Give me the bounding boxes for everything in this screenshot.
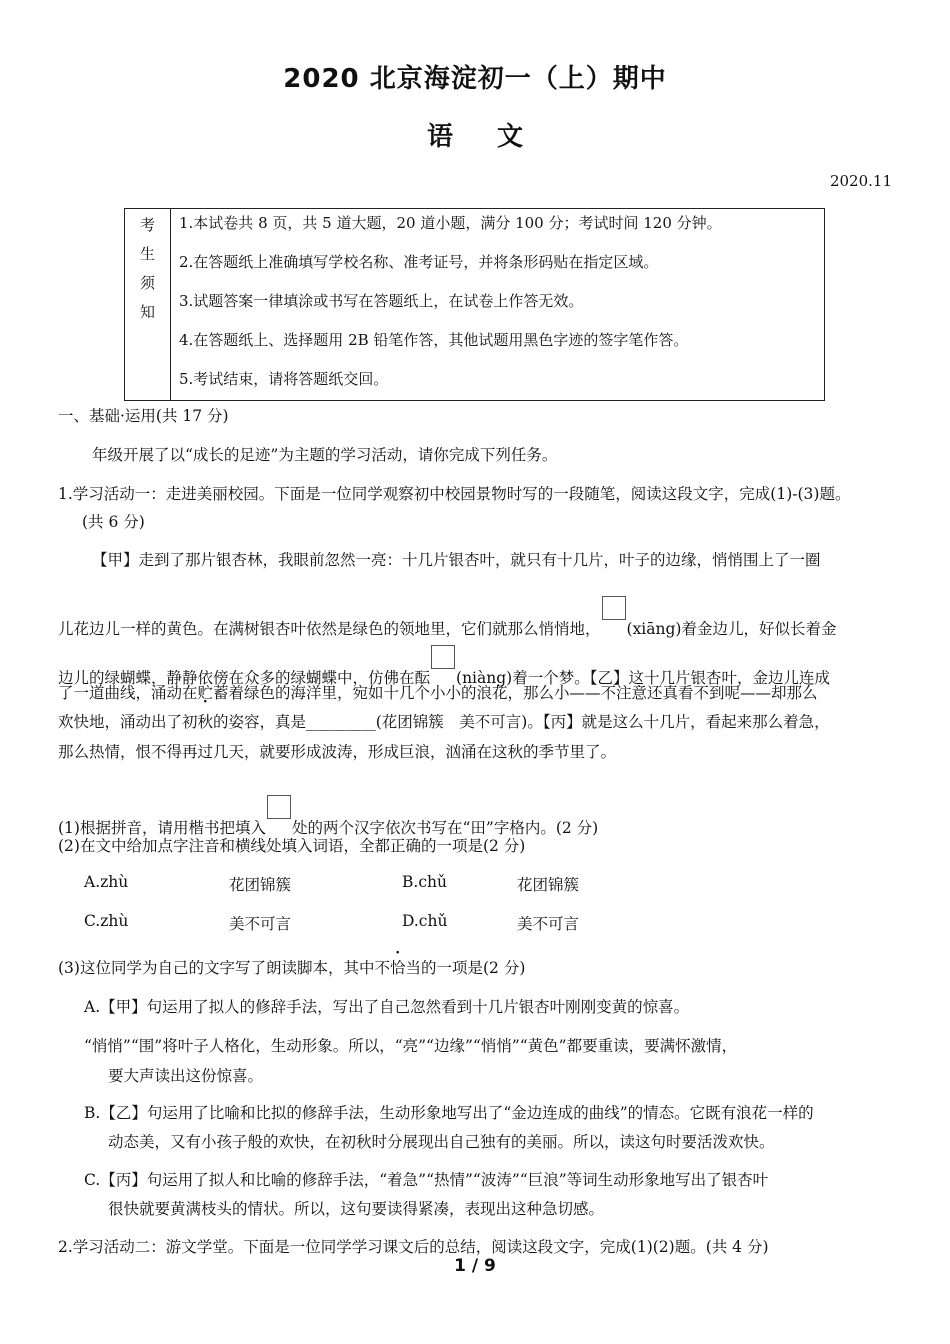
passage-text: (xiāng)着金边儿，好似长着金 bbox=[626, 620, 837, 638]
option-key: A.zhù bbox=[84, 873, 129, 891]
section-heading: 一、基础·运用(共 17 分) bbox=[58, 407, 229, 425]
choice-a: A.【甲】句运用了拟人的修辞手法，写出了自己忽然看到十几片银杏叶刚刚变黄的惊喜。 bbox=[84, 998, 690, 1016]
exam-title: 2020 北京海淀初一（上）期中 bbox=[283, 64, 667, 94]
blank-box bbox=[602, 596, 626, 620]
choice-b-cont: 动态美，又有小孩子般的欢快，在初秋时分展现出自己独有的美丽。所以，读这句时要活泼欢快。 bbox=[108, 1133, 775, 1151]
option-key: B.chǔ bbox=[402, 873, 447, 891]
question-1-points: (共 6 分) bbox=[82, 513, 145, 531]
section-intro: 年级开展了以“成长的足迹”为主题的学习活动，请你完成下列任务。 bbox=[92, 446, 558, 464]
choice-c-cont: 很快就要黄满枝头的情状。所以，这句要读得紧凑，表现出这种急切感。 bbox=[108, 1200, 605, 1218]
emphasis-text: 不恰当 bbox=[374, 959, 421, 977]
choice-c: C.【丙】句运用了拟人和比喻的修辞手法，“着急”“热情”“波涛”“巨浪”等词生动形象地写出了银杏叶 bbox=[84, 1171, 769, 1189]
blank-box bbox=[267, 795, 291, 819]
notice-label bbox=[125, 209, 171, 400]
option-key: D.chǔ bbox=[402, 912, 448, 930]
notice-label-char: 须 bbox=[139, 274, 155, 292]
option-key: C.zhù bbox=[84, 912, 129, 930]
passage-line bbox=[58, 681, 818, 703]
passage-text: 了一道曲线，涌动在 bbox=[58, 684, 198, 702]
choice-a-cont: 要大声读出这份惊喜。 bbox=[108, 1067, 264, 1085]
blank-box bbox=[431, 645, 455, 669]
choice-b: B.【乙】句运用了比喻和比拟的修辞手法，生动形象地写出了“金边连成的曲线”的情态。它既有浪花一样的 bbox=[84, 1104, 814, 1122]
notice-item: 3.试题答案一律填涂或书写在答题纸上，在试卷上作答无效。 bbox=[179, 292, 584, 310]
sub-question-text: (3)这位同学为自己的文字写了朗读脚本，其中 bbox=[58, 959, 375, 977]
passage-line: 【甲】走到了那片银杏林，我眼前忽然一亮：十几片银杏叶，就只有十几片，叶子的边缘，悄悄围上了一圈 bbox=[92, 551, 821, 569]
passage-text: 蓄着绿色的海洋里，宛如十几个小小的浪花，那么小——不注意还真看不到呢——却那么 bbox=[213, 684, 818, 702]
sub-question-text: 的一项是(2 分) bbox=[420, 959, 526, 977]
notice-label-char: 生 bbox=[139, 245, 155, 263]
question-1-stem: 1.学习活动一：走进美丽校园。下面是一位同学观察初中校园景物时写的一段随笔，阅读这段文字，完成(1)-(3)题。 bbox=[58, 485, 851, 503]
option-value: 美不可言 bbox=[229, 915, 292, 933]
question-2-stem: 2.学习活动二：游文学堂。下面是一位同学学习课文后的总结，阅读这段文字，完成(1)(2)题。(共 4 分) bbox=[58, 1238, 769, 1256]
subject-title: 语文 bbox=[426, 122, 567, 152]
notice-box bbox=[124, 208, 825, 401]
notice-label-char: 知 bbox=[139, 303, 155, 321]
notice-label-char: 考 bbox=[139, 216, 155, 234]
notice-item: 4.在答题纸上、选择题用 2B 铅笔作答，其他试题用黑色字迹的签字笔作答。 bbox=[179, 331, 689, 349]
passage-line bbox=[58, 596, 836, 639]
notice-item: 1.本试卷共 8 页，共 5 道大题，20 道小题，满分 100 分；考试时间 120 分钟。 bbox=[179, 214, 722, 232]
sub-question-1 bbox=[58, 795, 598, 838]
dotted-char: 贮 bbox=[197, 684, 214, 702]
passage-text: 儿花边儿一样的黄色。在满树银杏叶依然是绿色的领地里，它们就那么悄悄地， bbox=[58, 620, 601, 638]
passage-line: 欢快地，涌动出了初秋的姿容，真是_________(花团锦簇 美不可言)。【丙】就是这么十几片，看起来那么着急， bbox=[58, 713, 830, 731]
option-value: 花团锦簇 bbox=[229, 876, 292, 894]
option-value: 美不可言 bbox=[517, 915, 580, 933]
passage-text: (niàng)着一个梦。【乙】这十几片银杏叶，金边儿连成 bbox=[456, 669, 830, 687]
notice-item: 2.在答题纸上准确填写学校名称、准考证号，并将条形码贴在指定区域。 bbox=[179, 253, 659, 271]
notice-item: 5.考试结束，请将答题纸交回。 bbox=[179, 370, 389, 388]
sub-question-text: 处的两个汉字依次书写在“田”字格内。(2 分) bbox=[291, 819, 599, 837]
choice-a-cont: “悄悄”“围”将叶子人格化，生动形象。所以，“亮”“边缘”“悄悄”“黄色”都要重读，要满怀激情， bbox=[84, 1037, 738, 1055]
exam-date: 2020.11 bbox=[829, 172, 892, 190]
sub-question-3 bbox=[58, 956, 525, 978]
page-number: 1 / 9 bbox=[454, 1256, 496, 1276]
sub-question-2: (2)在文中给加点字注音和横线处填入词语，全都正确的一项是(2 分) bbox=[58, 837, 526, 855]
passage-line: 那么热情，恨不得再过几天，就要形成波涛，形成巨浪，汹涌在这秋的季节里了。 bbox=[58, 743, 617, 761]
passage-text: 边儿的绿蝴蝶，静静依傍在众多的绿蝴蝶中，仿佛在酝 bbox=[58, 669, 431, 687]
option-value: 花团锦簇 bbox=[517, 876, 580, 894]
sub-question-text: (1)根据拼音，请用楷书把填入 bbox=[58, 819, 266, 837]
